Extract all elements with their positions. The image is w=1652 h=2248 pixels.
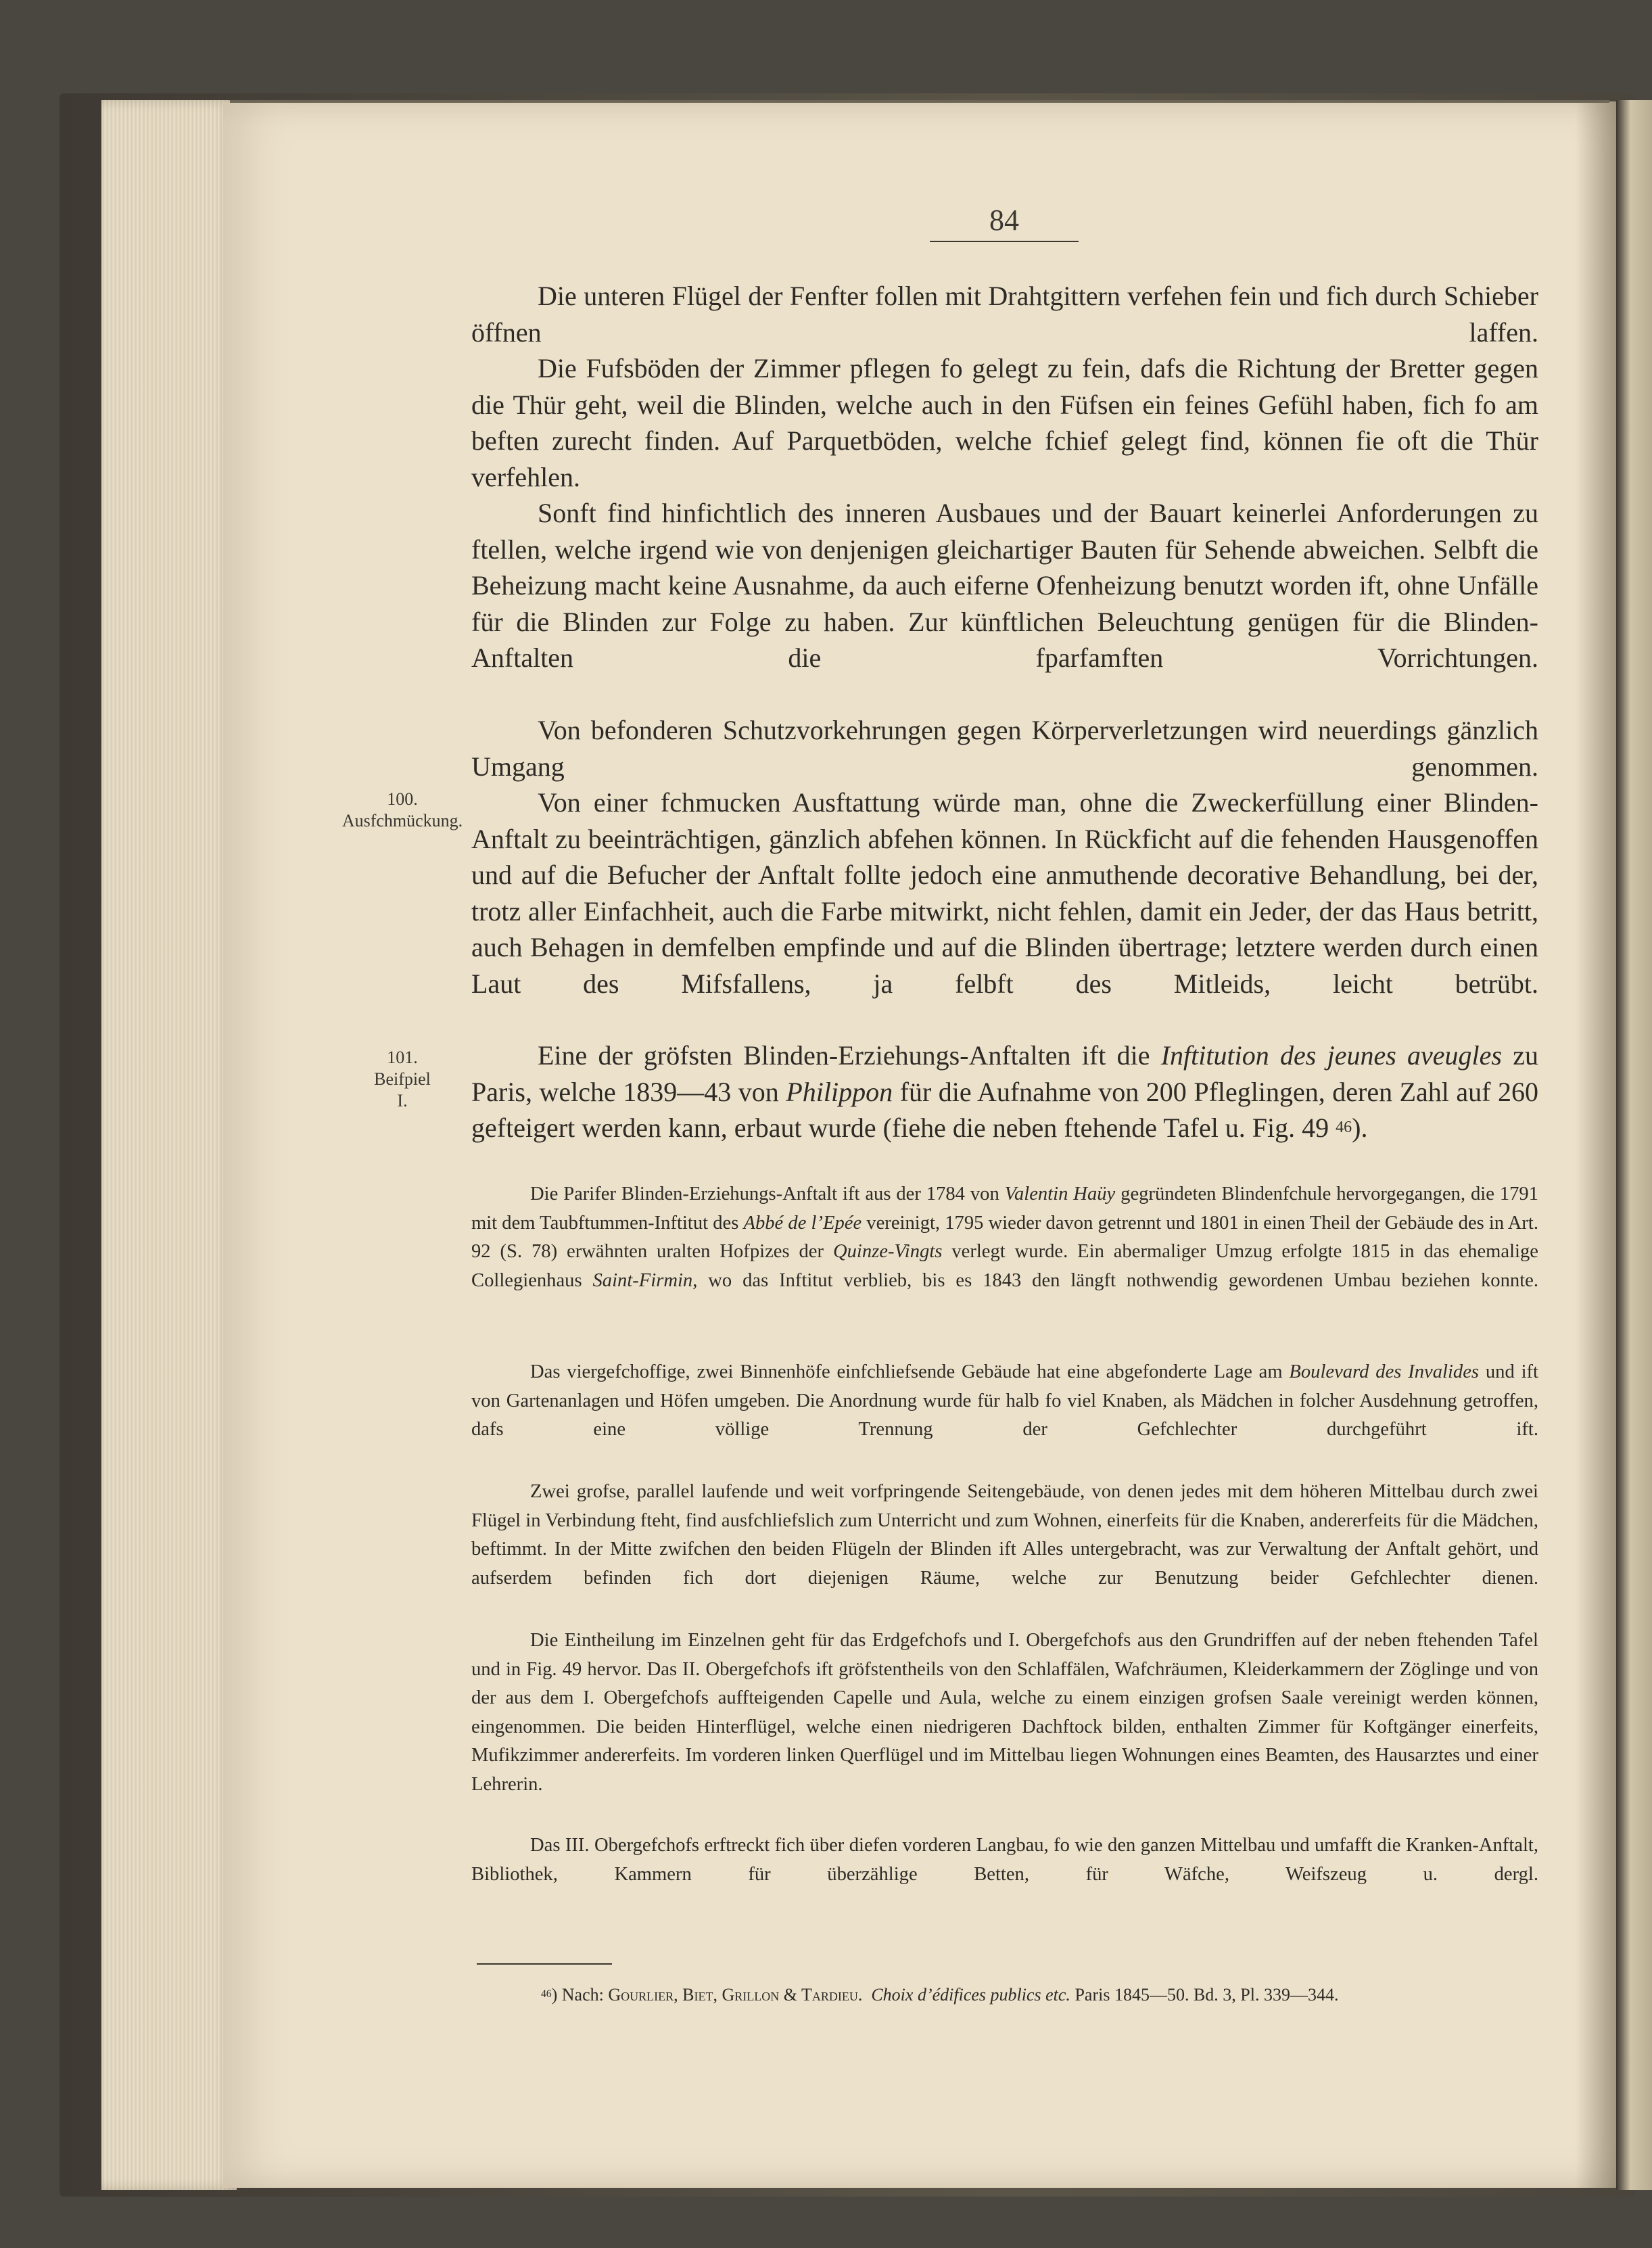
margin-note-label: Ausfchmückung. (341, 811, 463, 830)
margin-note-number: 100. (387, 789, 418, 809)
cover-edge (230, 100, 1609, 103)
page-edges (101, 100, 237, 2190)
small-paragraph-wings: Zwei grofse, parallel laufende und weit vorfpringende Seitengebäude, von denen jedes mit dem höheren Mittelbau durch zwei Flügel in Verbindung fteht, find ausfchliefslich zum Unterricht und zum Wohnen, einerfeits für die Knaben, andererfeits für die Mädchen, beftimmt. In der Mitte zwifchen den beiden Flügeln der Blinden ift Alles untergebracht, was zur Verwaltung der Anftalt gehört, und aufserdem befinden fich dort diejenigen Räume, welche zur Benutzung beider Gefchlechter dienen. (471, 1481, 1538, 1589)
footnote: $^{46}$) Nach: Gourlier, Biet, Grillon & Tardieu. Choix d’édifices publics etc. Paris 1845—50. Bd. 3, Pl. 339—344. (541, 1985, 1339, 2005)
margin-note-sub: I. (397, 1091, 408, 1110)
page-number: 84 (989, 204, 1019, 237)
paragraph-example-paris: Eine der gröfsten Blinden-Erziehungs-Anftalten ift die Inftitution des jeunes aveugles zu Paris, welche 1839—43 von Philippon für die Aufnahme von 200 Pfleglingen, deren Zahl auf 260 gefteigert werden kann, erbaut wurde (fiehe die neben ftehende Tafel u. Fig. 49 $^{46}$). (471, 1040, 1539, 1143)
small-paragraph-layout: Die Eintheilung im Einzelnen geht für das Erdgefchofs und I. Obergefchofs aus den Grundriffen auf der neben ftehenden Tafel und in Fig. 49 hervor. Das II. Obergefchofs ift gröfstentheils von den Schlaffälen, Wafchräumen, Kleiderkammern der Zöglinge und von der aus dem I. Obergefchofs auffteigenden Capelle und Aula, welche zu einem einzigen grofsen Saale vereinigt werden können, eingenommen. Die beiden Hinterflügel, welche einen niedrigeren Dachftock bilden, enthalten Zimmer für Koftgänger einerfeits, Mufikzimmer andererfeits. Im vorderen linken Querflügel und im Mittelbau liegen Wohnungen eines Beamten, des Hausarztes und einer Lehrerin. (471, 1630, 1538, 1795)
margin-note-label: Beifpiel (374, 1069, 431, 1089)
next-page-edge (1616, 100, 1652, 2190)
margin-note-number: 101. (387, 1048, 418, 1067)
paragraph-protection: Von befonderen Schutzvorkehrungen gegen Körperverletzungen wird neuerdings gänzlich Umgang genommen. (471, 715, 1538, 782)
footnote-rule (477, 1963, 612, 1965)
paragraph-interior: Sonft find hinfichtlich des inneren Ausbaues und der Bauart keinerlei Anforderungen zu ftellen, welche irgend wie von denjenigen gleichartiger Bauten für Sehende abweichen. Selbft die Beheizung macht keine Ausnahme, da auch eiferne Ofenheizung benutzt worden ift, ohne Unfälle für die Blinden zur Folge zu haben. Zur künftlichen Beleuchtung genügen für die Blinden-Anftalten die fparfamften Vorrichtungen. (471, 498, 1538, 673)
gutter-shadow (1576, 101, 1616, 2188)
page-number-rule (930, 241, 1079, 242)
small-paragraph-building: Das viergefchoffige, zwei Binnenhöfe einfchliefsende Gebäude hat eine abgefonderte Lage am Boulevard des Invalides und ift von Gartenanlagen und Höfen umgeben. Die Anordnung wurde für halb fo viel Knaben, als Mädchen in folcher Ausdehnung getroffen, dafs eine völlige Trennung der Gefchlechter durchgeführt ift. (471, 1361, 1538, 1440)
margin-note-101 (331, 1047, 473, 1112)
paragraph-floors: Die Fufsböden der Zimmer pflegen fo gelegt zu fein, dafs die Richtung der Bretter gegen die Thür geht, weil die Blinden, welche auch in den Füfsen ein feines Gefühl haben, fich fo am beften zurecht finden. Auf Parquetböden, welche fchief gelegt find, können fie oft die Thür verfehlen. (471, 353, 1538, 492)
small-paragraph-third-floor: Das III. Obergefchofs erftreckt fich über diefen vorderen Langbau, fo wie den ganzen Mittelbau und umfafft die Kranken-Anftalt, Bibliothek, Kammern für überzählige Betten, für Wäfche, Weifszeug u. dergl. (471, 1835, 1538, 1885)
margin-note-100 (331, 789, 473, 832)
paragraph-windows: Die unteren Flügel der Fenfter follen mit Drahtgittern verfehen fein und fich durch Schieber öffnen laffen. (471, 281, 1538, 348)
small-paragraph-history: Die Parifer Blinden-Erziehungs-Anftalt ift aus der 1784 von Valentin Haüy gegründeten Blindenfchule hervorgegangen, die 1791 mit dem Taubftummen-Inftitut des Abbé de l’Epée vereinigt, 1795 wieder davon getrennt und 1801 in einen Theil der Gebäude des in Art. 92 (S. 78) erwähnten uralten Hofpizes der Quinze-Vingts verlegt wurde. Ein abermaliger Umzug erfolgte 1815 in das ehemalige Collegienhaus Saint-Firmin, wo das Inftitut verblieb, bis es 1843 den längft nothwendig gewordenen Umbau beziehen konnte. (471, 1184, 1539, 1291)
paragraph-decoration: Von einer fchmucken Ausftattung würde man, ohne die Zweckerfüllung einer Blinden-Anftalt zu beeinträchtigen, gänzlich abfehen können. In Rückficht auf die fehenden Hausgenoffen und auf die Befucher der Anftalt follte jedoch eine anmuthende decorative Behandlung, bei der, trotz aller Einfachheit, auch die Farbe mitwirkt, nicht fehlen, damit ein Jeder, der das Haus betritt, auch Behagen in demfelben empfinde und auf die Blinden übertrage; letztere werden durch einen Laut des Mifsfallens, ja felbft des Mitleids, leicht betrübt. (471, 787, 1538, 999)
